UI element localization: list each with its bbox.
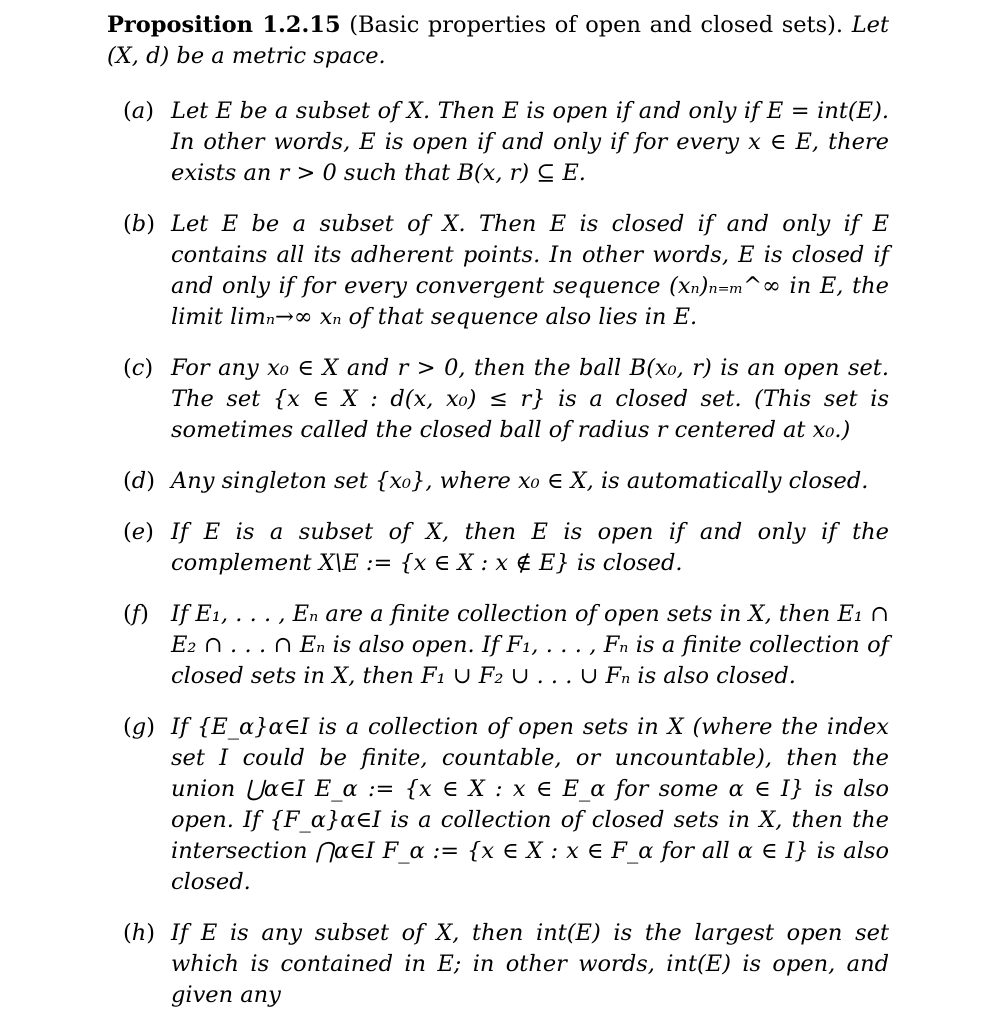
- item-text: Let E be a subset of X. Then E is closed if and only if E contains all its adherent points. In other words, E is closed if and only if for every convergent sequence (xₙ)ₙ₌ₘ^∞ in E, the limit limₙ→∞ xₙ of that sequence also lies in E.: [171, 211, 889, 330]
- item-label: (b): [123, 211, 155, 237]
- list-item: [107, 599, 889, 692]
- list-item: [107, 353, 889, 446]
- item-text: If E₁, . . . , Eₙ are a finite collection of open sets in X, then E₁ ∩ E₂ ∩ . . . ∩ Eₙ is also open. If F₁, . . . , Fₙ is a finite collection of closed sets in X, then F₁ ∪ F₂ ∪ . . . ∪ Fₙ is also closed.: [171, 601, 889, 689]
- proposition-statement: [107, 10, 889, 72]
- proposition-heading: Proposition 1.2.15: [107, 12, 341, 38]
- item-label: (g): [123, 714, 155, 740]
- list-item: [107, 209, 889, 333]
- list-item: [107, 712, 889, 898]
- proposition-body: Let (X, d) be a metric space.: [107, 12, 889, 69]
- item-label: (c): [123, 355, 154, 381]
- item-text: Any singleton set {x₀}, where x₀ ∈ X, is automatically closed.: [171, 468, 869, 494]
- document-page: [107, 10, 889, 1031]
- proposition-title: (Basic properties of open and closed sets).: [349, 12, 844, 38]
- item-label: (h): [123, 920, 156, 946]
- item-text: If E is any subset of X, then int(E) is the largest open set which is contained in E; in other words, int(E) is open, and given any: [171, 920, 889, 1008]
- list-item: [107, 96, 889, 189]
- item-label: (a): [123, 98, 154, 124]
- list-item: [107, 918, 889, 1011]
- item-label: (f): [123, 601, 149, 627]
- item-text: For any x₀ ∈ X and r > 0, then the ball B(x₀, r) is an open set. The set {x ∈ X : d(x, x₀) ≤ r} is a closed set. (This set is sometimes called the closed ball of radius r centered at x₀.): [171, 355, 889, 443]
- item-text: Let E be a subset of X. Then E is open if and only if E = int(E). In other words, E is open if and only if for every x ∈ E, there exists an r > 0 such that B(x, r) ⊆ E.: [171, 98, 889, 186]
- list-item: [107, 517, 889, 579]
- item-label: (e): [123, 519, 154, 545]
- item-text: If {E_α}α∈I is a collection of open sets in X (where the index set I could be finite, countable, or uncountable), then the union ⋃α∈I E_α := {x ∈ X : x ∈ E_α for some α ∈ I} is also open. If {F_α}α∈I is a collection of closed sets in X, then the intersection ⋂α∈I F_α := {x ∈ X : x ∈ F_α for all α ∈ I} is also closed.: [171, 714, 889, 895]
- list-item: [107, 466, 889, 497]
- item-text: If E is a subset of X, then E is open if and only if the complement X\E := {x ∈ X : x ∉ E} is closed.: [171, 519, 889, 576]
- item-label: (d): [123, 468, 155, 494]
